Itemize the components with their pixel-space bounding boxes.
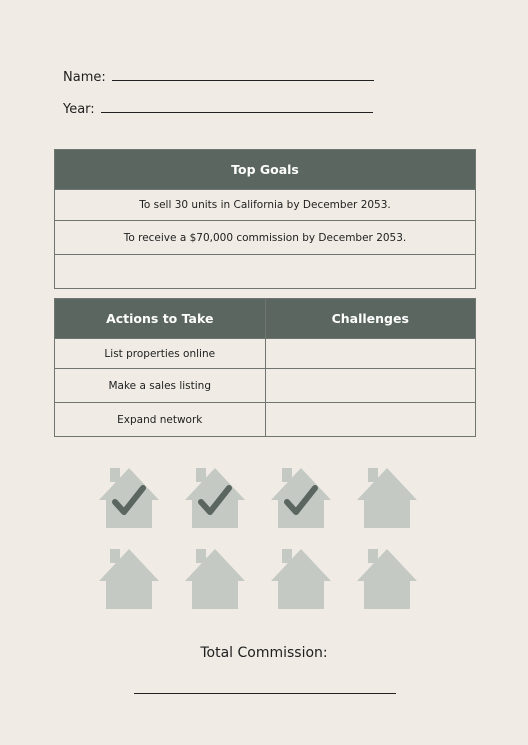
total-commission-label: Total Commission: xyxy=(200,645,328,661)
year-label: Year: xyxy=(63,102,95,117)
house-icon[interactable] xyxy=(184,466,246,528)
name-input-line[interactable] xyxy=(112,80,374,81)
house-icon[interactable] xyxy=(98,547,160,609)
name-label: Name: xyxy=(63,70,106,85)
house-icon[interactable] xyxy=(270,547,332,609)
house-icon[interactable] xyxy=(356,547,418,609)
actions-header: Actions to Take xyxy=(55,299,266,339)
challenges-header: Challenges xyxy=(265,299,476,339)
challenge-cell[interactable] xyxy=(265,369,476,403)
challenge-cell[interactable] xyxy=(265,403,476,437)
top-goals-header: Top Goals xyxy=(55,150,476,190)
house-icon[interactable] xyxy=(270,466,332,528)
action-cell[interactable]: Make a sales listing xyxy=(55,369,266,403)
goal-cell[interactable]: To sell 30 units in California by December 2053. xyxy=(55,190,476,221)
goal-cell[interactable] xyxy=(55,255,476,289)
action-cell[interactable]: List properties online xyxy=(55,339,266,369)
year-input-line[interactable] xyxy=(101,112,373,113)
goal-cell[interactable]: To receive a $70,000 commission by December 2053. xyxy=(55,221,476,255)
top-goals-table xyxy=(54,149,476,289)
year-field xyxy=(63,102,373,117)
house-icon[interactable] xyxy=(98,466,160,528)
actions-challenges-table xyxy=(54,298,476,437)
total-commission-input-line[interactable] xyxy=(134,693,396,694)
challenge-cell[interactable] xyxy=(265,339,476,369)
house-icon[interactable] xyxy=(184,547,246,609)
action-cell[interactable]: Expand network xyxy=(55,403,266,437)
name-field xyxy=(63,70,374,85)
house-icon[interactable] xyxy=(356,466,418,528)
